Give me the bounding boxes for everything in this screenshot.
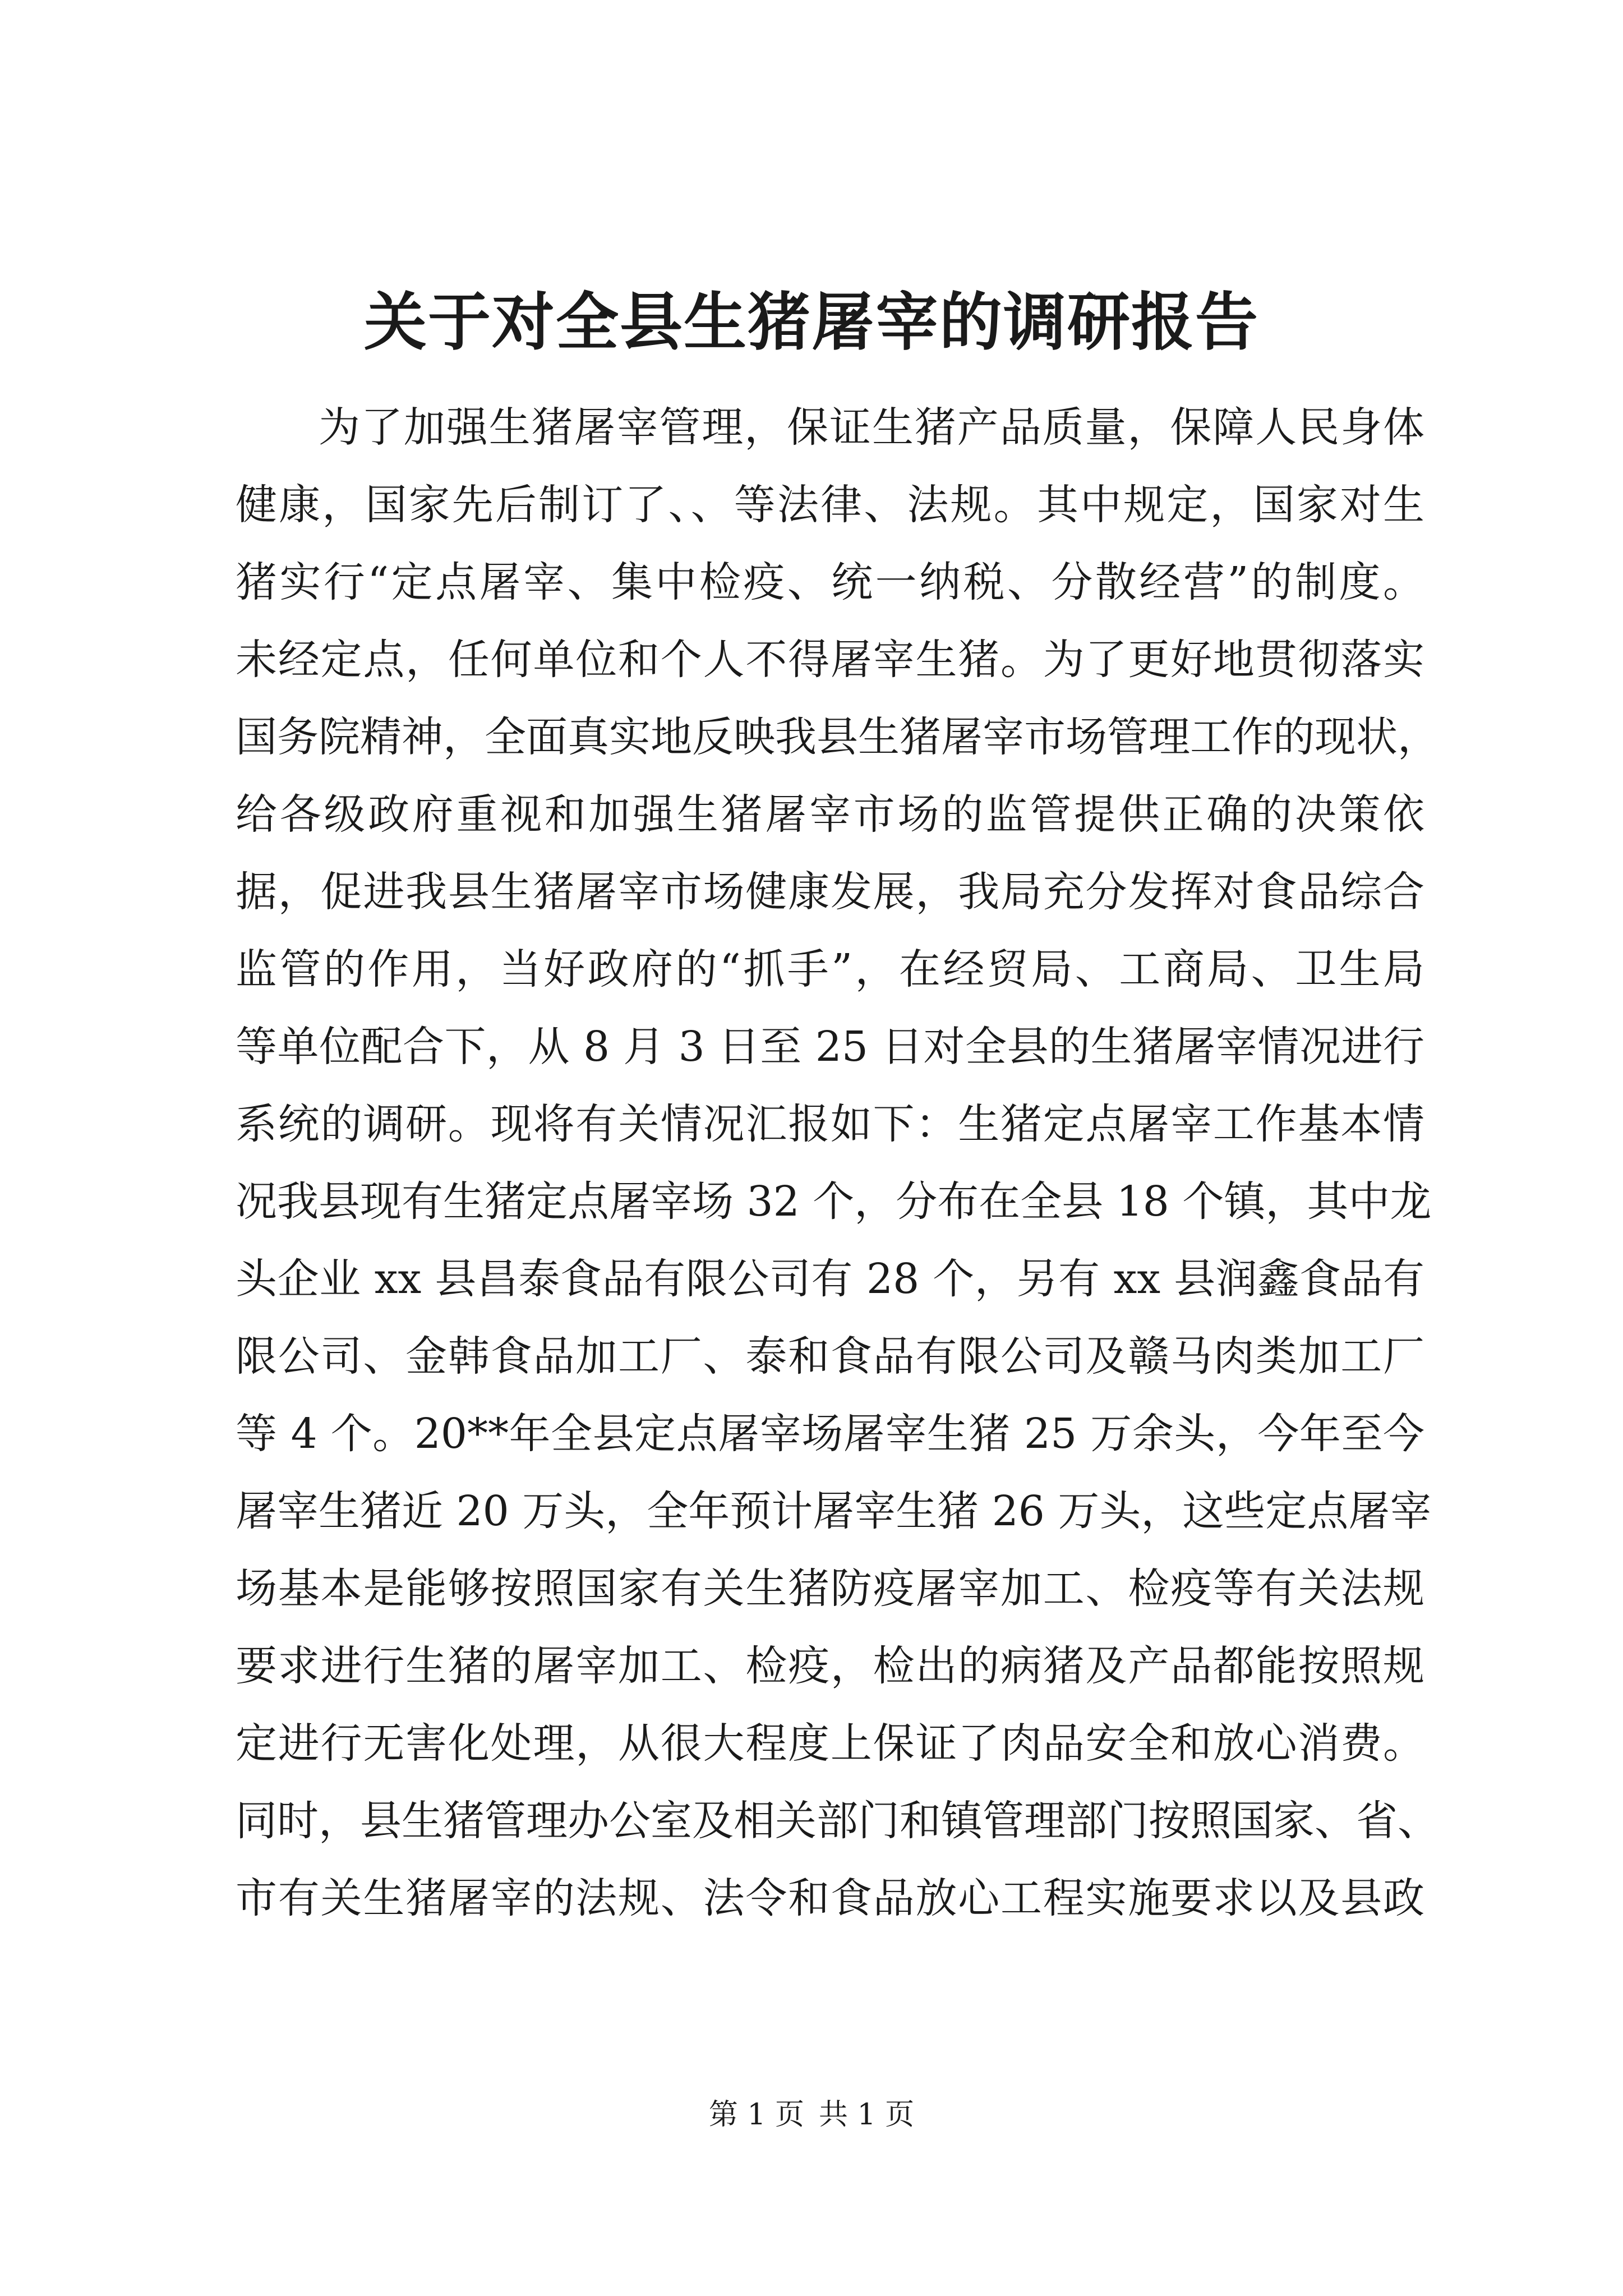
body-line: 系统的调研。现将有关情况汇报如下：生猪定点屠宰工作基本情 bbox=[236, 1100, 1424, 1148]
document-body bbox=[236, 389, 1439, 1937]
body-line: 头企业 xx 县昌泰食品有限公司有 28 个，另有 xx 县润鑫食品有 bbox=[236, 1255, 1424, 1303]
body-line: 限公司、金韩食品加工厂、泰和食品有限公司及赣马肉类加工厂 bbox=[236, 1332, 1424, 1381]
page-number: 第 1 页 bbox=[708, 2098, 804, 2132]
body-line: 为了加强生猪屠宰管理，保证生猪产品质量，保障人民身体 bbox=[319, 403, 1424, 452]
body-line: 屠宰生猪近 20 万头，全年预计屠宰生猪 26 万头，这些定点屠宰 bbox=[236, 1487, 1432, 1535]
body-line: 市有关生猪屠宰的法规、法令和食品放心工程实施要求以及县政 bbox=[236, 1874, 1424, 1922]
body-line: 场基本是能够按照国家有关生猪防疫屠宰加工、检疫等有关法规 bbox=[236, 1565, 1424, 1613]
body-line: 同时，县生猪管理办公室及相关部门和镇管理部门按照国家、省、 bbox=[236, 1797, 1439, 1845]
document-title: 关于对全县生猪屠宰的调研报告 bbox=[364, 286, 1259, 359]
body-line: 给各级政府重视和加强生猪屠宰市场的监管提供正确的决策依 bbox=[236, 790, 1424, 839]
page-footer bbox=[0, 2095, 1623, 2134]
body-line: 国务院精神，全面真实地反映我县生猪屠宰市场管理工作的现状， bbox=[236, 713, 1439, 761]
body-line: 等单位配合下，从 8 月 3 日至 25 日对全县的生猪屠宰情况进行 bbox=[236, 1023, 1424, 1071]
body-line: 监管的作用，当好政府的“抓手”，在经贸局、工商局、卫生局 bbox=[236, 945, 1424, 993]
body-line: 健康，国家先后制订了、、等法律、法规。其中规定，国家对生 bbox=[236, 481, 1424, 529]
page-total: 共 1 页 bbox=[819, 2098, 915, 2132]
body-line: 据，促进我县生猪屠宰市场健康发展，我局充分发挥对食品综合 bbox=[236, 868, 1424, 916]
body-line: 况我县现有生猪定点屠宰场 32 个，分布在全县 18 个镇，其中龙 bbox=[236, 1177, 1432, 1226]
body-line: 等 4 个。20**年全县定点屠宰场屠宰生猪 25 万余头，今年至今 bbox=[236, 1410, 1424, 1458]
body-line: 要求进行生猪的屠宰加工、检疫，检出的病猪及产品都能按照规 bbox=[236, 1642, 1424, 1690]
body-line: 定进行无害化处理，从很大程度上保证了肉品安全和放心消费。 bbox=[236, 1719, 1424, 1768]
body-line: 猪实行“定点屠宰、集中检疫、统一纳税、分散经营”的制度。 bbox=[236, 558, 1424, 606]
body-line: 未经定点，任何单位和个人不得屠宰生猪。为了更好地贯彻落实 bbox=[236, 636, 1424, 684]
